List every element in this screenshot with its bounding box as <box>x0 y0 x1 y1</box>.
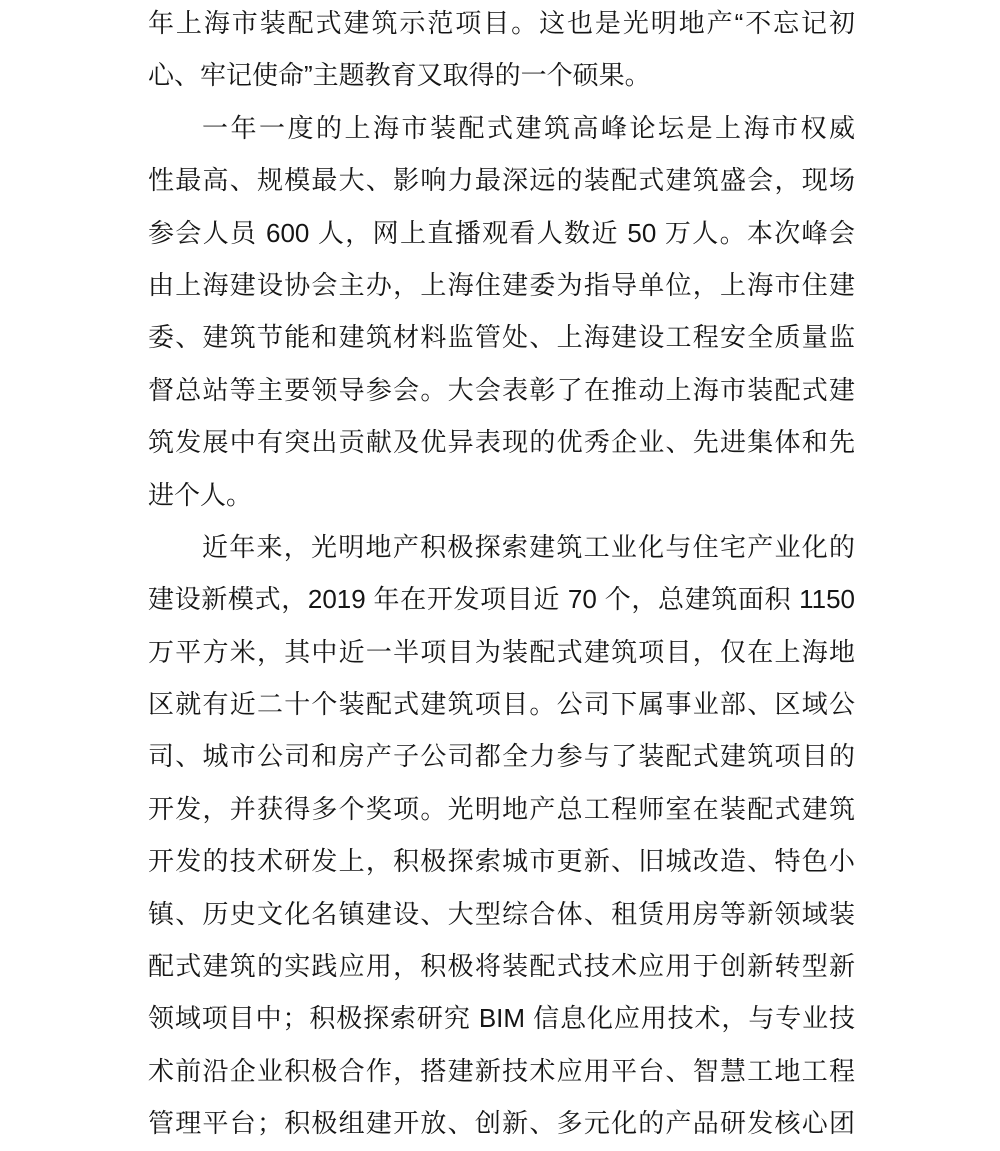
text-line: 督总站等主要领导参会。大会表彰了在推动上海市装配式建 <box>148 374 855 405</box>
text-line: 领域项目中；积极探索研究 BIM 信息化应用技术，与专业技 <box>148 1003 855 1034</box>
document-body <box>148 0 855 1150</box>
text-line: 镇、历史文化名镇建设、大型综合体、租赁用房等新领域装 <box>148 898 855 929</box>
text-line: 心、牢记使命”主题教育又取得的一个硕果。 <box>148 60 651 91</box>
text-line: 术前沿企业积极合作，搭建新技术应用平台、智慧工地工程 <box>148 1055 855 1086</box>
text-line: 万平方米，其中近一半项目为装配式建筑项目，仅在上海地 <box>148 636 855 667</box>
text-line: 建设新模式，2019 年在开发项目近 70 个，总建筑面积 1150 <box>148 584 855 615</box>
text-line: 管理平台；积极组建开放、创新、多元化的产品研发核心团 <box>148 1108 855 1139</box>
paragraph <box>148 102 855 521</box>
text-line: 由上海建设协会主办，上海住建委为指导单位，上海市住建 <box>148 269 855 300</box>
text-line: 配式建筑的实践应用，积极将装配式技术应用于创新转型新 <box>148 951 855 982</box>
text-line: 开发的技术研发上，积极探索城市更新、旧城改造、特色小 <box>148 846 855 877</box>
text-line: 参会人员 600 人，网上直播观看人数近 50 万人。本次峰会 <box>148 217 855 248</box>
text-line: 性最高、规模最大、影响力最深远的装配式建筑盛会，现场 <box>148 165 855 196</box>
text-line: 司、城市公司和房产子公司都全力参与了装配式建筑项目的 <box>148 741 855 772</box>
text-line: 委、建筑节能和建筑材料监管处、上海建设工程安全质量监 <box>148 322 855 353</box>
text-line: 年上海市装配式建筑示范项目。这也是光明地产“不忘记初 <box>148 8 855 38</box>
text-line: 进个人。 <box>148 479 253 510</box>
paragraph <box>148 0 855 102</box>
text-line: 近年来，光明地产积极探索建筑工业化与住宅产业化的 <box>202 531 855 562</box>
text-line: 区就有近二十个装配式建筑项目。公司下属事业部、区域公 <box>148 689 855 720</box>
text-line: 开发，并获得多个奖项。光明地产总工程师室在装配式建筑 <box>148 793 855 824</box>
text-line: 筑发展中有突出贡献及优异表现的优秀企业、先进集体和先 <box>148 427 855 458</box>
paragraph <box>148 521 855 1150</box>
text-line: 一年一度的上海市装配式建筑高峰论坛是上海市权威 <box>202 112 855 143</box>
